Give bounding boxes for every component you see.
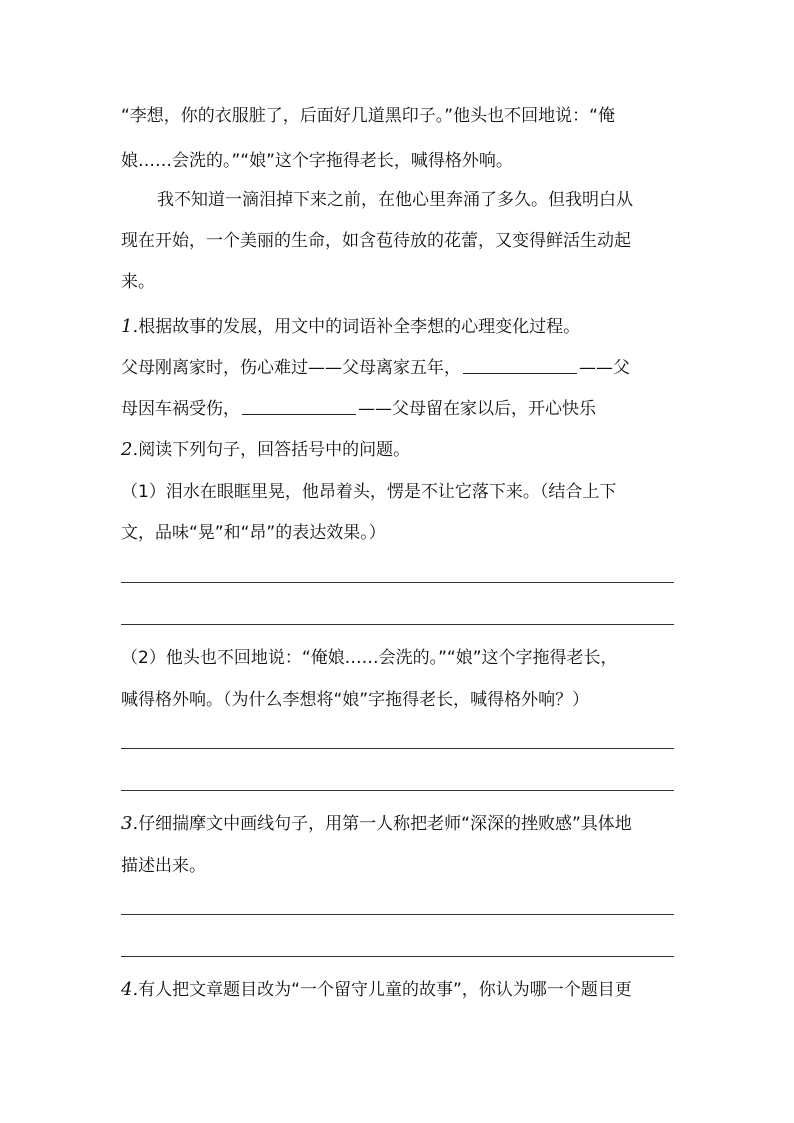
- fill-text: ——父母留在家以后，开心快乐: [358, 399, 596, 419]
- question-text: 根据故事的发展，用文中的词语补全李想的心理变化过程。: [138, 317, 581, 337]
- answer-line[interactable]: [121, 956, 674, 957]
- question-2-sub-1: （1）泪水在眼眶里晃，他昂着头，愣是不让它落下来。（结合上下: [121, 482, 617, 502]
- answer-line[interactable]: [121, 790, 674, 791]
- question-text: 有人把文章题目改为“一个留守儿童的故事”，你认为哪一个题目更: [138, 980, 632, 1000]
- question-number: 2.: [121, 439, 139, 460]
- fill-text: ——父: [579, 358, 630, 378]
- question-4-prompt: [121, 978, 676, 1002]
- answer-blank[interactable]: [242, 397, 356, 415]
- question-3-prompt: [121, 812, 676, 836]
- fill-text: 母因车祸受伤，: [121, 399, 240, 419]
- question-3-prompt: 描述出来。: [121, 856, 206, 876]
- answer-line[interactable]: [121, 582, 674, 583]
- passage-line: “李想，你的衣服脏了，后面好几道黑印子。”他头也不回地说：“俺: [121, 106, 615, 126]
- question-2-sub-1: 文，品味“晃”和“昂”的表达效果。）: [121, 523, 386, 543]
- question-number: 3.: [121, 813, 139, 834]
- answer-line[interactable]: [121, 748, 674, 749]
- answer-line[interactable]: [121, 624, 674, 625]
- passage-line: 现在开始，一个美丽的生命，如含苞待放的花蕾，又变得鲜活生动起: [121, 231, 631, 251]
- question-text: 阅读下列句子，回答括号中的问题。: [138, 440, 411, 460]
- question-2-prompt: [121, 438, 676, 462]
- question-1-prompt: [121, 315, 676, 339]
- question-number: 1.: [121, 316, 139, 337]
- question-2-sub-2: （2）他头也不回地说：“俺娘……会洗的。”“娘”这个字拖得老长，: [121, 648, 618, 668]
- answer-blank[interactable]: [463, 356, 577, 374]
- question-text: 仔细揣摩文中画线句子，用第一人称把老师“深深的挫败感”具体地: [138, 814, 632, 834]
- passage-line: 来。: [121, 272, 155, 292]
- question-1-fill-line: [121, 356, 676, 380]
- fill-text: 父母刚离家时，伤心难过——父母离家五年，: [121, 358, 461, 378]
- answer-line[interactable]: [121, 914, 674, 915]
- question-2-sub-2: 喊得格外响。（为什么李想将“娘”字拖得老长，喊得格外响？）: [121, 690, 590, 710]
- passage-line: 我不知道一滴泪掉下来之前，在他心里奔涌了多久。但我明白从: [157, 190, 633, 210]
- passage-line: 娘……会洗的。”“娘”这个字拖得老长，喊得格外响。: [121, 151, 513, 171]
- question-number: 4.: [121, 979, 139, 1000]
- question-1-fill-line: [121, 397, 676, 421]
